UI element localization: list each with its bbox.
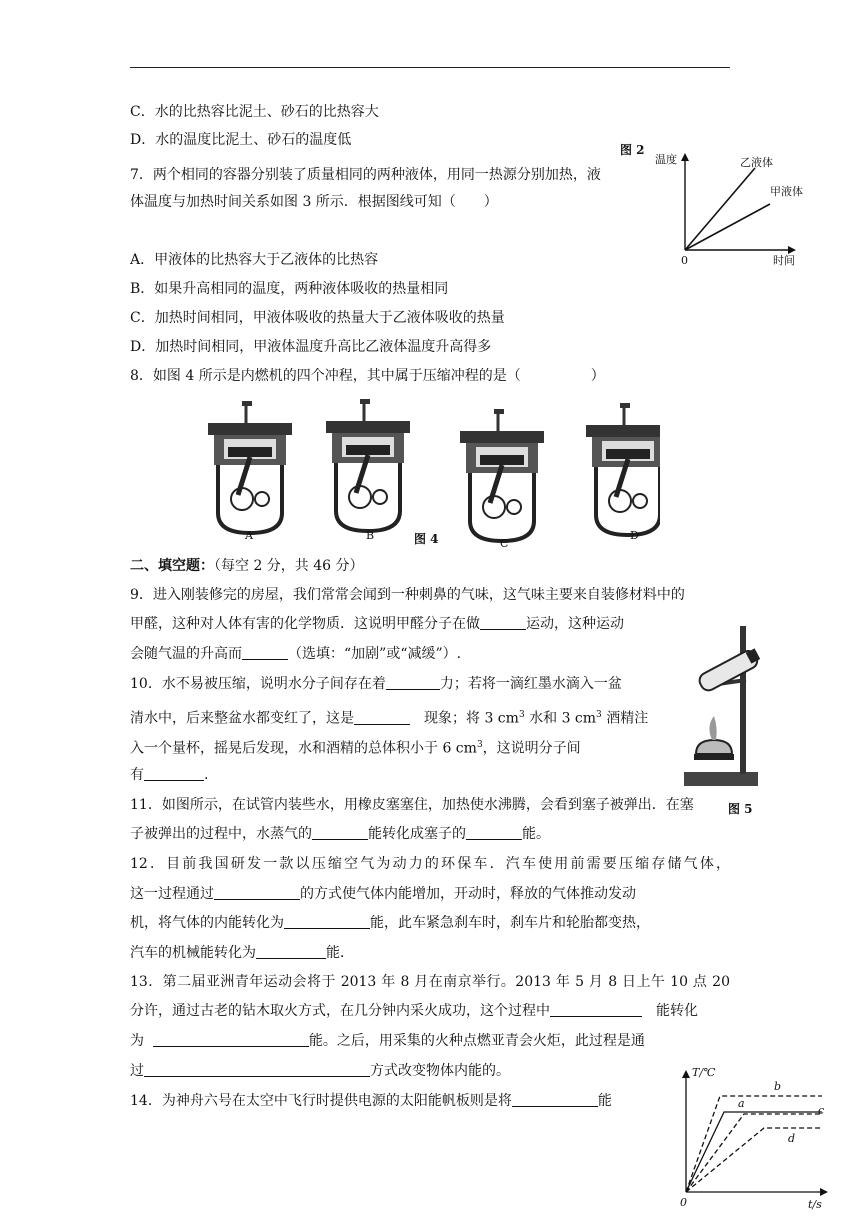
q9-line2-text-b: 运动，这种运动 [526,616,624,632]
q9-line2 [130,615,624,633]
q13-line2-text-b: 能转化 [642,1003,698,1019]
q10-line1-text-b: 力；若将一滴红墨水滴入一盆 [439,676,622,692]
q12-line4 [130,944,354,962]
q12-line2-text-a: 这一过程通过 [130,886,214,902]
fig6-xlabel: t/s [808,1198,822,1211]
q13-blank-2[interactable] [153,1032,309,1047]
header-rule [130,67,730,68]
q13-line3-text-b: 能。之后，用采集的火种点燃亚青会火炬，此过程是通 [308,1033,645,1049]
fig2-line2-label: 甲液体 [770,185,803,198]
fig6-curve-c [686,1114,822,1192]
q9-line2-text-a: 甲醛，这种对人体有害的化学物质．这说明甲醛分子在做 [130,616,480,632]
q14-line1-text-a: 14．为神舟六号在太空中飞行时提供电源的太阳能帆板则是将 [130,1093,512,1109]
q13-line4-text-a: 过 [130,1063,144,1079]
q7-line1: 7．两个相同的容器分别装了质量相同的两种液体，用同一热源分别加热，液 [130,167,601,183]
q10-line3 [130,736,581,758]
q12-line2 [130,885,636,903]
fig2-line1-label: 乙液体 [740,156,773,169]
q8-line1: 8．如图 4 所示是内燃机的四个冲程，其中属于压缩冲程的是（ ） [130,368,605,384]
fig5-caption: 图 5 [728,802,753,816]
q12-line3 [130,914,650,932]
fig6-x-arrow [820,1188,828,1196]
fig4-label-d: D [630,529,639,542]
q11-blank-2[interactable] [466,825,522,840]
q13-line4 [130,1062,510,1080]
fig6-y-arrow [682,1070,690,1078]
q9-blank-1[interactable] [480,615,526,630]
q13-line2-text-a: 分许，通过古老的钻木取火方式，在几分钟内采火成功，这个过程中 [130,1003,550,1019]
q7-option-d: D．加热时间相同，甲液体温度升高比乙液体温度升高得多 [130,339,492,355]
engine-c [460,409,544,541]
q13-line1-text: 13．第二届亚洲青年运动会将于 2013 年 8 月在南京举行。2013 年 5 月 8 日上午 10 点 20 [130,974,730,990]
q10-line2-text-b: 现象；将 3 cm [410,710,519,727]
q11-line2-text-a: 子被弹出的过程中，水蒸气的 [130,826,312,842]
q7-option-c: C．加热时间相同，甲液体吸收的热量大于乙液体吸收的热量 [130,310,505,326]
q13-line2 [130,1002,698,1020]
engine-d [586,403,660,535]
q7-line2: 体温度与加热时间关系如图 3 所示．根据图线可知（ ） [130,194,498,210]
q11-line2-text-c: 能。 [522,826,550,842]
q7-option-a: A．甲液体的比热容大于乙液体的比热容 [130,252,379,268]
q10-line1 [130,675,622,693]
q13-blank-3[interactable] [144,1062,370,1077]
q10-sup-3: 3 [476,740,483,750]
q6-option-d: D．水的温度比泥土、砂石的温度低 [130,132,352,148]
fig4-engines [200,393,660,553]
fig6-curve-d [686,1128,822,1192]
q10-line3-text-b: ，这说明分子间 [482,740,581,757]
q9-line1: 9．进入刚装修完的房屋，我们常常会闻到一种刺鼻的气味，这气味主要来自装修材料中的 [130,587,685,603]
q13-line3-text-a: 为 [130,1033,144,1049]
q9-line3-text-a: 会随气温的升高而 [130,646,242,662]
q10-blank-3[interactable] [144,766,204,781]
q10-sup-1: 3 [518,710,525,720]
fig2-y-arrow [681,153,689,161]
fig5-apparatus [678,622,762,790]
q9-line3 [130,645,461,663]
q11-blank-1[interactable] [312,825,368,840]
q13-line3 [130,1032,645,1050]
fig6-ylabel: T/℃ [692,1066,716,1079]
q13-line1 [130,973,730,991]
q10-line2-text-c: 水和 3 cm [524,710,597,727]
q12-line2-text-b: 的方式使气体内能增加，开动时，释放的气体推动发动 [300,886,636,902]
fig6-label-a: a [738,1097,745,1110]
q12-blank-3[interactable] [256,944,326,959]
fig6-curve-b [686,1096,825,1192]
q13-line4-text-b: 方式改变物体内能的。 [370,1063,510,1079]
q6-option-c: C．水的比热容比泥土、砂石的比热容大 [130,104,379,120]
q10-blank-2[interactable] [354,710,410,725]
q14-blank-1[interactable] [512,1092,598,1107]
q10-sup-2: 3 [596,710,602,720]
q10-line2 [130,706,648,728]
fig6-label-c: c [818,1104,825,1117]
fig6-graph [672,1064,832,1212]
engine-a [208,401,292,533]
fig2-ylabel: 温度 [655,153,677,166]
q12-blank-2[interactable] [284,914,370,929]
q11-line2-text-b: 能转化成塞子的 [368,826,466,842]
q10-line4-text-b: . [204,767,209,783]
section2-heading [130,557,364,575]
q12-line1-text: 12．目前我国研发一款以压缩空气为动力的环保车．汽车使用前需要压缩存储气体， [130,856,730,872]
q10-line2-text-a: 清水中，后来整盆水都变红了，这是 [130,710,354,727]
fig2-line-yi [685,168,755,250]
q7-option-b: B．如果升高相同的温度，两种液体吸收的热量相同 [130,281,449,297]
q14-line1 [130,1092,612,1110]
fig4-label-a: A [245,529,253,542]
q9-blank-2[interactable] [242,645,288,660]
fig6-label-b: b [774,1080,782,1093]
q10-line4 [130,766,208,784]
fig4-label-c: C [500,537,509,550]
q11-line1: 11．如图所示，在试管内装些水，用橡皮塞塞住，加热使水沸腾，会看到塞子被弹出．在塞 [130,797,694,813]
q10-line4-text-a: 有 [130,767,144,783]
q12-line3-text-a: 机，将气体的内能转化为 [130,915,284,931]
fig6-curve-a [686,1112,822,1192]
fig4-label-b: B [366,529,375,542]
q11-line2 [130,825,550,843]
section2-note: （每空 2 分，共 46 分） [214,558,364,574]
fig2-line-jia [685,204,770,250]
fig2-caption: 图 2 [620,143,645,157]
q13-blank-1[interactable] [550,1002,642,1017]
fig4-caption: 图 4 [414,532,439,546]
q14-line1-text-b: 能 [597,1093,612,1109]
q10-blank-1[interactable] [386,675,440,690]
q12-blank-1[interactable] [214,885,300,900]
q12-line4-text-a: 汽车的机械能转化为 [130,945,256,961]
q12-line3-text-b: 能，此车紧急刹车时，刹车片和轮胎都变热， [370,915,650,931]
q10-line1-text-a: 10．水不易被压缩，说明水分子间存在着 [130,676,386,692]
q10-line3-text-a: 入一个量杯，摇晃后发现，水和酒精的总体积小于 6 cm [130,740,477,757]
fig6-label-d: d [788,1132,796,1145]
section2-title: 二、填空题： [130,558,214,574]
q12-line1 [130,855,730,873]
fig2-origin: 0 [681,254,688,267]
q10-line2-text-d: 酒精注 [601,710,649,727]
engine-b [326,399,410,531]
q12-line4-text-b: 能． [326,945,354,961]
q9-line3-text-b: （选填：“加剧”或“减缓”）. [288,646,462,662]
fig2-xlabel: 时间 [773,254,795,267]
fig6-origin: 0 [680,1196,687,1209]
